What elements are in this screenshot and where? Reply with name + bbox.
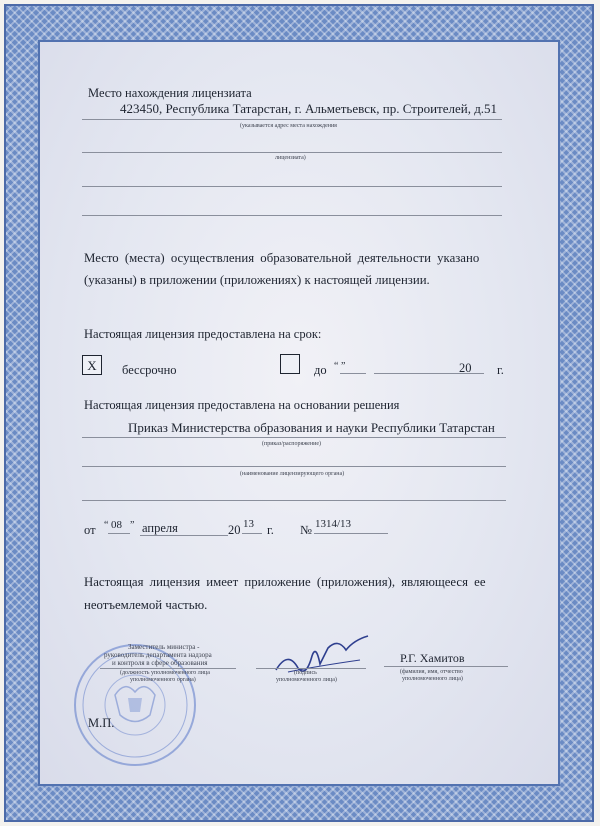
term-heading: Настоящая лицензия предоставлена на срок: — [84, 327, 322, 341]
position-line-1: Заместитель министра - — [128, 643, 200, 651]
activity-line-2: (указаны) в приложении (приложениях) к настоящей лицензии. — [84, 273, 430, 287]
unlimited-checkbox[interactable]: X — [82, 355, 102, 375]
address-heading: Место нахождения лицензиата — [88, 86, 252, 100]
position-line-3: и контроля в сфере образования — [112, 659, 208, 667]
basis-heading: Настоящая лицензия предоставлена на основании решения — [84, 398, 400, 412]
stamp-place-label: М.П. — [88, 716, 115, 730]
basis-line-1 — [82, 437, 506, 438]
position-line-2: руководитель департамента надзора — [104, 651, 212, 659]
position-caption-2: уполномоченного органа) — [130, 677, 196, 683]
date-year-label: г. — [267, 523, 274, 537]
date-from-label: от — [84, 523, 96, 537]
until-year: 20 — [459, 361, 472, 375]
date-year-suffix: 13 — [243, 518, 254, 530]
date-year-prefix: 20 — [228, 523, 241, 537]
activity-line-1: Место (места) осуществления образовательной деятельности указано — [84, 251, 480, 265]
basis-line-2 — [82, 466, 506, 467]
date-month-line — [140, 535, 228, 536]
date-day-line — [108, 533, 130, 534]
signature-line — [256, 668, 366, 669]
address-value: 423450, Республика Татарстан, г. Альметьевск, пр. Строителей, д.51 — [120, 101, 498, 116]
address-caption-1: (указывается адрес места нахождения — [240, 123, 337, 129]
license-number: 1314/13 — [315, 518, 352, 530]
name-line — [384, 666, 508, 667]
date-month: апреля — [142, 521, 178, 535]
date-day: 08 — [111, 519, 122, 531]
basis-line-3 — [82, 500, 506, 501]
position-caption-1: (должность уполномоченного лица — [120, 670, 210, 676]
address-line-2 — [82, 152, 502, 153]
basis-caption-2: (наименование лицензирующего органа) — [240, 471, 345, 477]
name-caption-1: (фамилия, имя, отчество — [400, 669, 463, 675]
appendix-line-2: неотъемлемой частью. — [84, 598, 208, 612]
date-close-quote: ” — [130, 520, 135, 531]
address-line-3 — [82, 186, 502, 187]
address-line-1 — [82, 119, 502, 120]
signature-icon — [268, 630, 378, 680]
number-line — [314, 533, 388, 534]
date-year-line — [242, 533, 262, 534]
until-year-suffix: г. — [497, 363, 504, 377]
appendix-line-1: Настоящая лицензия имеет приложение (приложения), являющееся ее — [84, 575, 486, 589]
until-day-line — [340, 373, 366, 374]
sign-caption-1: (подпись — [294, 670, 317, 676]
address-line-4 — [82, 215, 502, 216]
number-label: № — [300, 523, 312, 537]
name-caption-2: уполномоченного лица) — [402, 676, 463, 682]
until-prefix: до — [314, 363, 327, 377]
until-quotes: “ ” — [334, 361, 346, 372]
basis-decision: Приказ Министерства образования и науки Республики Татарстан — [128, 420, 495, 435]
address-caption-2: лицензиата) — [275, 155, 306, 161]
unlimited-label: бессрочно — [122, 363, 177, 377]
sign-caption-2: уполномоченного лица) — [276, 677, 337, 683]
position-line — [100, 668, 236, 669]
date-open-quote: “ — [104, 520, 109, 531]
basis-caption-1: (приказ/распоряжение) — [262, 441, 322, 447]
until-checkbox[interactable] — [280, 354, 300, 374]
signer-name: Р.Г. Хамитов — [400, 651, 465, 665]
